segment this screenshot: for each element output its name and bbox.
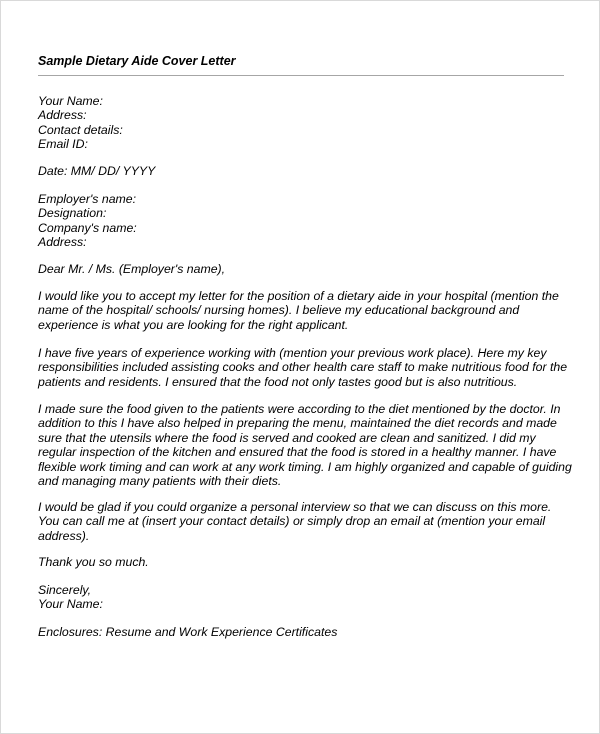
paragraph-line: flexible work timing and can work at any work timing. I am highly organized and capable of guiding bbox=[38, 459, 572, 474]
paragraph-line: responsibilities included assisting cooks and other health care staff to make nutritious food for the bbox=[38, 360, 568, 375]
paragraph-1 bbox=[38, 289, 564, 332]
closing-block bbox=[38, 583, 564, 612]
thanks-block bbox=[38, 555, 564, 569]
paragraph-3 bbox=[38, 402, 572, 489]
closing-name: Your Name: bbox=[38, 597, 103, 612]
sender-block bbox=[38, 94, 564, 152]
paragraph-line: and managing many patients with their diets. bbox=[38, 474, 282, 489]
enclosures-line: Enclosures: Resume and Work Experience Certificates bbox=[38, 625, 338, 639]
date-line: Date: MM/ DD/ YYYY bbox=[38, 164, 156, 178]
recipient-designation-line: Designation: bbox=[38, 206, 107, 221]
paragraph-line: regular inspection of the kitchen and ensured that the food is stored in a healthy manner. I have bbox=[38, 445, 557, 460]
recipient-address-line: Address: bbox=[38, 235, 87, 250]
paragraph-line: I have five years of experience working with (mention your previous work place). Here my key bbox=[38, 346, 547, 360]
paragraph-4 bbox=[38, 500, 564, 543]
thanks-line: Thank you so much. bbox=[38, 555, 149, 569]
enclosures-block bbox=[38, 625, 564, 639]
paragraph-line: address). bbox=[38, 528, 90, 543]
date-block bbox=[38, 164, 564, 178]
paragraph-line: I made sure the food given to the patients were according to the diet mentioned by the doctor. In bbox=[38, 402, 561, 416]
salutation-block bbox=[38, 262, 564, 276]
paragraph-line: experience is what you are looking for the right applicant. bbox=[38, 317, 349, 332]
title-divider bbox=[38, 75, 564, 76]
sender-contact-line: Contact details: bbox=[38, 122, 123, 137]
recipient-block bbox=[38, 192, 564, 250]
paragraph-line: name of the hospital/ schools/ nursing homes). I believe my educational background and bbox=[38, 303, 520, 318]
paragraph-line: addition to this I have also helped in preparing the menu, maintained the diet records and made bbox=[38, 416, 557, 431]
paragraph-line: I would be glad if you could organize a personal interview so that we can discuss on this more. bbox=[38, 500, 552, 514]
document-title: Sample Dietary Aide Cover Letter bbox=[38, 54, 236, 68]
paragraph-2 bbox=[38, 346, 568, 389]
sender-email-line: Email ID: bbox=[38, 137, 88, 152]
paragraph-line: I would like you to accept my letter for the position of a dietary aide in your hospital (mention the bbox=[38, 289, 559, 303]
closing-sincerely: Sincerely, bbox=[38, 583, 92, 597]
salutation-line: Dear Mr. / Ms. (Employer's name), bbox=[38, 262, 226, 276]
sender-name-line: Your Name: bbox=[38, 94, 103, 108]
paragraph-line: sure that the utensils where the food is served and cooked are clean and sanitized. I did my bbox=[38, 430, 536, 445]
paragraph-line: patients and residents. I ensured that the food not only tastes good but is also nutritious. bbox=[38, 374, 518, 389]
sender-address-line: Address: bbox=[38, 108, 87, 123]
recipient-company-line: Company's name: bbox=[38, 220, 137, 235]
paragraph-line: You can call me at (insert your contact details) or simply drop an email at (mention your email bbox=[38, 514, 546, 529]
recipient-employer-line: Employer's name: bbox=[38, 192, 137, 206]
